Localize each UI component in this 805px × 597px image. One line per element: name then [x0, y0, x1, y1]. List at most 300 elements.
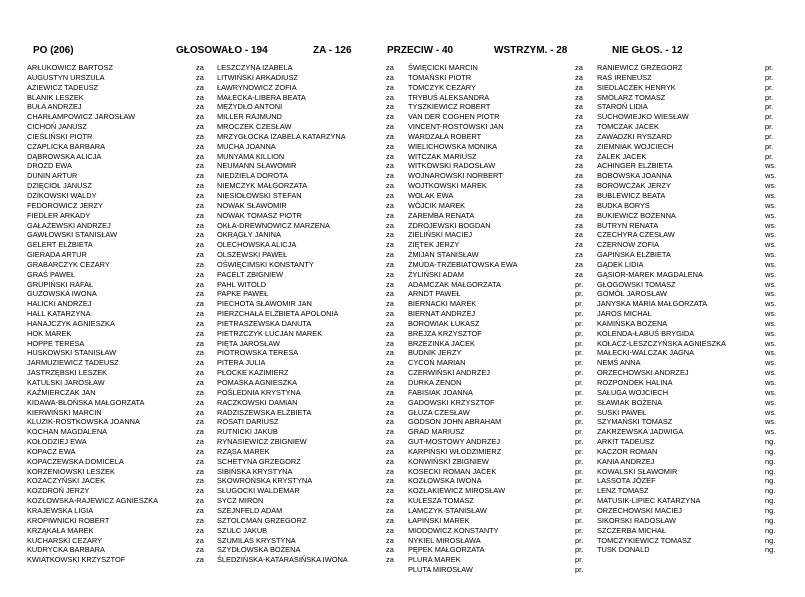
- for-count-label: ZA - 126: [313, 45, 352, 56]
- vote-row: [0, 526, 805, 536]
- member-name: WOJTKOWSKI MAREK: [408, 181, 487, 191]
- member-name: NIESIOŁOWSKI STEFAN: [217, 190, 302, 200]
- vote-value: ws.: [765, 417, 777, 427]
- member-name: OLECHOWSKA ALICJA: [217, 240, 297, 250]
- member-name: FEDOROWICZ JERZY: [27, 200, 103, 210]
- vote-value: za: [386, 161, 394, 171]
- member-name: PIĘTA JAROSŁAW: [217, 338, 280, 348]
- vote-row: [0, 240, 805, 250]
- member-name: HOPPE TERESA: [27, 338, 85, 348]
- vote-value: ws.: [765, 378, 777, 387]
- vote-value: za: [196, 151, 204, 161]
- vote-value: za: [196, 456, 204, 466]
- vote-value: za: [386, 318, 394, 328]
- vote-value: za: [196, 92, 204, 102]
- vote-value: pr.: [575, 515, 584, 525]
- member-name: SIBIŃSKA KRYSTYNA: [217, 466, 293, 476]
- vote-value: za: [575, 122, 583, 132]
- vote-row: [0, 536, 805, 546]
- vote-value: za: [386, 456, 394, 466]
- vote-row: [0, 280, 805, 290]
- vote-value: pr.: [765, 102, 774, 112]
- member-name: KRZĄKAŁA MAREK: [27, 525, 94, 535]
- vote-value: ws.: [765, 210, 777, 220]
- member-name: VAN DER COGHEN PIOTR: [408, 112, 500, 122]
- vote-row: [0, 329, 805, 339]
- member-name: LENZ TOMASZ: [597, 486, 649, 496]
- member-name: KOPACZ EWA: [27, 446, 76, 456]
- vote-value: za: [196, 397, 204, 407]
- vote-value: za: [196, 407, 204, 417]
- vote-value: pr.: [765, 151, 774, 161]
- member-name: HOK MAREK: [27, 328, 72, 338]
- member-name: KWIATKOWSKI KRZYSZTOF: [27, 555, 126, 565]
- member-name: GRAŚ PAWEŁ: [27, 269, 76, 279]
- vote-value: za: [386, 535, 394, 545]
- member-name: BUKIEWICZ BOŻENNA: [597, 210, 676, 220]
- member-name: KORZENIOWSKI LESZEK: [27, 466, 115, 476]
- vote-value: pr.: [575, 466, 584, 476]
- vote-value: za: [386, 496, 394, 506]
- member-name: SŁAWIAK BOŻENA: [597, 397, 663, 407]
- member-name: CYCOŃ MARIAN: [408, 358, 466, 368]
- vote-value: za: [386, 279, 394, 289]
- vote-row: [0, 348, 805, 358]
- vote-value: za: [196, 240, 204, 250]
- vote-row: [0, 319, 805, 329]
- member-name: TYSZKIEWICZ ROBERT: [408, 102, 491, 112]
- vote-value: za: [575, 250, 583, 260]
- member-name: KUDRYCKA BARBARA: [27, 545, 105, 555]
- vote-value: za: [386, 387, 394, 397]
- member-name: CZERNOW ZOFIA: [597, 240, 659, 250]
- vote-value: za: [575, 230, 583, 240]
- member-name: HALL KATARZYNA: [27, 309, 91, 319]
- vote-value: pr.: [575, 309, 584, 319]
- vote-value: za: [196, 328, 204, 338]
- vote-value: za: [386, 505, 394, 515]
- vote-value: pr.: [575, 456, 584, 466]
- member-name: OKRĄGŁY JANINA: [217, 230, 281, 240]
- member-name: TUSK DONALD: [597, 545, 650, 555]
- member-name: ARNDT PAWEŁ: [408, 289, 461, 299]
- member-name: CZAPLICKA BARBARA: [27, 141, 106, 151]
- member-name: KIDAWA-BŁOŃSKA MAŁGORZATA: [27, 397, 145, 407]
- vote-value: za: [196, 112, 204, 122]
- member-name: GIERADA ARTUR: [27, 250, 87, 260]
- vote-value: za: [196, 210, 204, 220]
- member-name: TOMCZYK CEZARY: [408, 82, 476, 92]
- vote-value: za: [196, 141, 204, 151]
- vote-value: pr.: [575, 486, 584, 496]
- vote-value: za: [196, 496, 204, 506]
- vote-row: [0, 437, 805, 447]
- member-name: DZIKOWSKI WALDY: [27, 190, 97, 200]
- vote-value: za: [575, 102, 583, 112]
- vote-value: za: [575, 269, 583, 279]
- member-name: HANAJCZYK AGNIESZKA: [27, 318, 115, 328]
- vote-value: za: [196, 181, 204, 191]
- vote-value: za: [386, 309, 394, 319]
- vote-value: ng.: [765, 525, 776, 535]
- vote-value: ws.: [765, 230, 777, 240]
- vote-value: pr.: [575, 437, 584, 447]
- vote-value: ws.: [765, 358, 777, 368]
- vote-row: [0, 270, 805, 280]
- member-name: MUNYAMA KILLION: [217, 151, 285, 161]
- vote-value: za: [196, 387, 204, 397]
- member-name: SMOLARZ TOMASZ: [597, 92, 666, 102]
- member-name: NIEDZIELA DOROTA: [217, 171, 288, 181]
- member-name: DUNIN ARTUR: [27, 171, 78, 181]
- vote-value: za: [196, 200, 204, 210]
- member-name: PLUTA MIROSŁAW: [408, 565, 473, 575]
- vote-value: za: [386, 181, 394, 191]
- member-name: LESZCZYNA IZABELA: [217, 63, 293, 72]
- vote-value: za: [386, 82, 394, 92]
- vote-row: [0, 516, 805, 526]
- member-name: POMASKA AGNIESZKA: [217, 378, 298, 387]
- member-name: GRAD MARIUSZ: [408, 427, 465, 437]
- vote-value: za: [386, 240, 394, 250]
- member-name: KOZŁAKIEWICZ MIROSŁAW: [408, 486, 506, 496]
- vote-value: za: [386, 112, 394, 122]
- vote-value: za: [196, 358, 204, 368]
- member-name: BUDKA BORYS: [597, 200, 650, 210]
- member-name: BUTRYN RENATA: [597, 220, 659, 230]
- vote-row: [0, 339, 805, 349]
- vote-row: [0, 496, 805, 506]
- vote-value: za: [386, 269, 394, 279]
- vote-row: [0, 368, 805, 378]
- vote-value: pr.: [575, 299, 584, 309]
- vote-value: za: [196, 220, 204, 230]
- vote-row: [0, 211, 805, 221]
- vote-row: [0, 191, 805, 201]
- vote-value: za: [575, 190, 583, 200]
- member-name: KUCHARSKI CEZARY: [27, 535, 103, 545]
- member-name: SZCZERBA MICHAŁ: [597, 525, 666, 535]
- vote-value: za: [386, 515, 394, 525]
- member-name: ŚWIĘCICKI MARCIN: [408, 63, 478, 72]
- member-name: MAŁECKI-WALCZAK JAGNA: [597, 348, 695, 358]
- vote-value: pr.: [575, 555, 584, 565]
- member-name: ARŁUKOWICZ BARTOSZ: [27, 63, 113, 72]
- voted-count-label: GŁOSOWAŁO - 194: [176, 45, 268, 56]
- vote-value: za: [386, 122, 394, 132]
- vote-row: [0, 506, 805, 516]
- vote-summary-header: [0, 44, 805, 58]
- vote-row: [0, 63, 805, 73]
- vote-value: za: [386, 446, 394, 456]
- vote-value: pr.: [575, 387, 584, 397]
- member-name: ROZPONDEK HALINA: [597, 378, 673, 387]
- member-name: WOLAK EWA: [408, 190, 454, 200]
- member-name: TOMAŃSKI PIOTR: [408, 72, 472, 82]
- vote-value: za: [386, 230, 394, 240]
- member-name: RZĄSA MAREK: [217, 446, 270, 456]
- vote-value: za: [575, 161, 583, 171]
- vote-value: ws.: [765, 299, 777, 309]
- member-name: FIEDLER ARKADY: [27, 210, 91, 220]
- member-name: JAROS MICHAŁ: [597, 309, 652, 319]
- vote-value: pr.: [575, 427, 584, 437]
- vote-value: za: [196, 102, 204, 112]
- member-name: KAŹMIERCZAK JAN: [27, 387, 96, 397]
- vote-value: za: [196, 259, 204, 269]
- member-name: ARKIT TADEUSZ: [597, 437, 655, 447]
- vote-value: ng.: [765, 466, 776, 476]
- vote-value: za: [386, 407, 394, 417]
- vote-value: za: [196, 437, 204, 447]
- vote-row: [0, 152, 805, 162]
- vote-value: za: [196, 427, 204, 437]
- vote-value: pr.: [575, 338, 584, 348]
- member-name: LAMCZYK STANISŁAW: [408, 505, 487, 515]
- vote-row: [0, 378, 805, 388]
- vote-value: pr.: [575, 535, 584, 545]
- member-name: SIKORSKI RADOSŁAW: [597, 515, 676, 525]
- vote-value: pr.: [765, 122, 774, 132]
- vote-value: za: [386, 210, 394, 220]
- vote-value: ng.: [765, 535, 776, 545]
- member-name: ZAREMBA RENATA: [408, 210, 475, 220]
- member-name: PAHL WITOLD: [217, 279, 267, 289]
- vote-value: za: [196, 63, 204, 72]
- member-name: PLURA MAREK: [408, 555, 461, 565]
- vote-value: za: [575, 82, 583, 92]
- vote-value: pr.: [575, 407, 584, 417]
- vote-value: za: [196, 250, 204, 260]
- member-name: BOROWIAK ŁUKASZ: [408, 318, 480, 328]
- vote-value: za: [196, 309, 204, 319]
- vote-value: pr.: [765, 82, 774, 92]
- member-name: WITKOWSKI RADOSŁAW: [408, 161, 496, 171]
- vote-value: pr.: [765, 141, 774, 151]
- abstain-count-label: WSTRZYM. - 28: [494, 45, 568, 56]
- member-name: WOJNAROWSKI NORBERT: [408, 171, 503, 181]
- member-name: KOŁODZIEJ EWA: [27, 437, 87, 447]
- vote-row: [0, 417, 805, 427]
- vote-value: ws.: [765, 220, 777, 230]
- vote-value: ws.: [765, 250, 777, 260]
- vote-value: za: [386, 200, 394, 210]
- member-name: CHARŁAMPOWICZ JAROSŁAW: [27, 112, 136, 122]
- member-name: SUSKI PAWEŁ: [597, 407, 647, 417]
- vote-value: za: [196, 348, 204, 358]
- vote-value: za: [386, 397, 394, 407]
- vote-value: ng.: [765, 486, 776, 496]
- vote-value: pr.: [575, 417, 584, 427]
- member-name: POŚLEDNIA KRYSTYNA: [217, 387, 301, 397]
- vote-value: za: [196, 122, 204, 132]
- vote-value: ng.: [765, 515, 776, 525]
- vote-value: ws.: [765, 269, 777, 279]
- vote-row: [0, 447, 805, 457]
- vote-value: ws.: [765, 161, 777, 171]
- vote-value: za: [196, 190, 204, 200]
- vote-value: za: [196, 505, 204, 515]
- member-name: SZTOLCMAN GRZEGORZ: [217, 515, 307, 525]
- member-name: KACZOR ROMAN: [597, 446, 658, 456]
- member-name: CZERWIŃSKI ANDRZEJ: [408, 368, 490, 378]
- member-name: SAŁUGA WOJCIECH: [597, 387, 669, 397]
- member-name: PITERA JULIA: [217, 358, 266, 368]
- member-name: LITWIŃSKI ARKADIUSZ: [217, 72, 298, 82]
- member-name: BRZEZINKA JACEK: [408, 338, 475, 348]
- vote-value: ws.: [765, 407, 777, 417]
- member-name: SZYDŁOWSKA BOŻENA: [217, 545, 301, 555]
- vote-value: za: [575, 200, 583, 210]
- member-name: BOBOWSKA JOANNA: [597, 171, 672, 181]
- vote-row: [0, 161, 805, 171]
- vote-row: [0, 476, 805, 486]
- vote-row: [0, 457, 805, 467]
- member-name: GĄSIOR-MAREK MAGDALENA: [597, 269, 703, 279]
- vote-row: [0, 545, 805, 555]
- vote-value: za: [386, 525, 394, 535]
- member-name: AZIEWICZ TADEUSZ: [27, 82, 99, 92]
- vote-value: za: [575, 63, 583, 72]
- vote-row: [0, 132, 805, 142]
- vote-value: ng.: [765, 456, 776, 466]
- member-name: MATUSIK-LIPIEC KATARZYNA: [597, 496, 701, 506]
- vote-value: pr.: [765, 72, 774, 82]
- member-name: MIODOWICZ KONSTANTY: [408, 525, 499, 535]
- member-name: JARMUZIEWICZ TADEUSZ: [27, 358, 119, 368]
- member-name: KLUZIK-ROSTKOWSKA JOANNA: [27, 417, 140, 427]
- member-name: CIEŚLIŃSKI PIOTR: [27, 131, 93, 141]
- vote-row: [0, 73, 805, 83]
- member-name: ŚLEDZIŃSKA-KATARASIŃSKA IWONA: [217, 555, 348, 565]
- member-name: KOZŁOWSKA IWONA: [408, 476, 482, 486]
- member-name: ADAMCZAK MAŁGORZATA: [408, 279, 501, 289]
- member-name: BUBLEWICZ BEATA: [597, 190, 666, 200]
- member-name: RYNASIEWICZ ZBIGNIEW: [217, 437, 307, 447]
- member-name: KROPIWNICKI ROBERT: [27, 515, 110, 525]
- member-name: KOWALSKI SŁAWOMIR: [597, 466, 678, 476]
- vote-value: za: [386, 437, 394, 447]
- vote-value: ws.: [765, 397, 777, 407]
- vote-value: za: [386, 427, 394, 437]
- member-name: PŁOCKE KAZIMIERZ: [217, 368, 289, 378]
- member-name: SZULC JAKUB: [217, 525, 268, 535]
- member-name: KAMIŃSKA BOŻENA: [597, 318, 668, 328]
- vote-value: ws.: [765, 200, 777, 210]
- member-name: CZECHYRA CZESŁAW: [597, 230, 675, 240]
- member-name: FABISIAK JOANNA: [408, 387, 473, 397]
- vote-value: pr.: [765, 92, 774, 102]
- vote-value: za: [386, 259, 394, 269]
- vote-value: ng.: [765, 446, 776, 456]
- vote-value: za: [386, 250, 394, 260]
- member-name: PACELT ZBIGNIEW: [217, 269, 284, 279]
- member-name: OŚWIĘCIMSKI KONSTANTY: [217, 259, 314, 269]
- member-name: HUSKOWSKI STANISŁAW: [27, 348, 117, 358]
- vote-value: ws.: [765, 240, 777, 250]
- member-name: SZEJNFELD ADAM: [217, 505, 283, 515]
- vote-value: za: [386, 102, 394, 112]
- member-name: WIELICHOWSKA MONIKA: [408, 141, 498, 151]
- member-name: KOŁACZ-LESZCZYŃSKA AGNIESZKA: [597, 338, 726, 348]
- vote-value: pr.: [575, 565, 584, 575]
- vote-value: ng.: [765, 437, 776, 447]
- vote-value: za: [386, 190, 394, 200]
- member-name: RANIEWICZ GRZEGORZ: [597, 63, 683, 72]
- member-name: ZDROJEWSKI BOGDAN: [408, 220, 491, 230]
- vote-value: ng.: [765, 476, 776, 486]
- vote-value: pr.: [575, 289, 584, 299]
- vote-row: [0, 398, 805, 408]
- member-name: AUGUSTYN URSZULA: [27, 72, 105, 82]
- vote-row: [0, 93, 805, 103]
- vote-row: [0, 122, 805, 132]
- member-name: PAPKE PAWEŁ: [217, 289, 269, 299]
- vote-value: pr.: [575, 318, 584, 328]
- vote-value: za: [386, 417, 394, 427]
- vote-value: ws.: [765, 289, 777, 299]
- member-name: WITCZAK MARIUSZ: [408, 151, 477, 161]
- member-name: BREJZA KRZYSZTOF: [408, 328, 482, 338]
- member-name: SKOWROŃSKA KRYSTYNA: [217, 476, 313, 486]
- vote-value: za: [575, 112, 583, 122]
- vote-value: za: [386, 92, 394, 102]
- vote-value: za: [196, 417, 204, 427]
- member-name: GODSON JOHN ABRAHAM: [408, 417, 502, 427]
- member-name: PIETRASZEWSKA DANUTA: [217, 318, 312, 328]
- vote-list: [0, 63, 805, 575]
- vote-value: za: [386, 131, 394, 141]
- member-name: BIERNACKI MAREK: [408, 299, 477, 309]
- vote-value: za: [575, 210, 583, 220]
- vote-value: za: [196, 72, 204, 82]
- member-name: TOMCZYKIEWICZ TOMASZ: [597, 535, 692, 545]
- vote-row: [0, 230, 805, 240]
- vote-value: za: [386, 348, 394, 358]
- vote-value: pr.: [765, 63, 774, 72]
- member-name: ZIELIŃSKI MACIEJ: [408, 230, 473, 240]
- member-name: KOSECKI ROMAN JACEK: [408, 466, 497, 476]
- member-name: KANIA ANDRZEJ: [597, 456, 655, 466]
- vote-value: pr.: [765, 131, 774, 141]
- member-name: KONWIŃSKI ZBIGNIEW: [408, 456, 489, 466]
- member-name: LASSOTA JÓZEF: [597, 476, 656, 486]
- vote-row: [0, 427, 805, 437]
- vote-value: za: [386, 378, 394, 387]
- vote-value: pr.: [575, 525, 584, 535]
- vote-value: ng.: [765, 505, 776, 515]
- vote-value: za: [196, 486, 204, 496]
- vote-value: pr.: [765, 112, 774, 122]
- vote-value: ng.: [765, 496, 776, 506]
- vote-row: [0, 142, 805, 152]
- vote-value: za: [386, 289, 394, 299]
- vote-value: za: [386, 358, 394, 368]
- member-name: SUCHOWIEJKO WIESŁAW: [597, 112, 689, 122]
- vote-value: za: [575, 92, 583, 102]
- vote-row: [0, 388, 805, 398]
- member-name: BUŁA ANDRZEJ: [27, 102, 82, 112]
- member-name: JANYSKA MARIA MAŁGORZATA: [597, 299, 708, 309]
- member-name: RACZKOWSKI DAMIAN: [217, 397, 298, 407]
- vote-value: ws.: [765, 181, 777, 191]
- vote-row: [0, 408, 805, 418]
- vote-row: [0, 309, 805, 319]
- vote-value: pr.: [575, 545, 584, 555]
- vote-row: [0, 201, 805, 211]
- vote-value: za: [575, 220, 583, 230]
- vote-value: za: [386, 151, 394, 161]
